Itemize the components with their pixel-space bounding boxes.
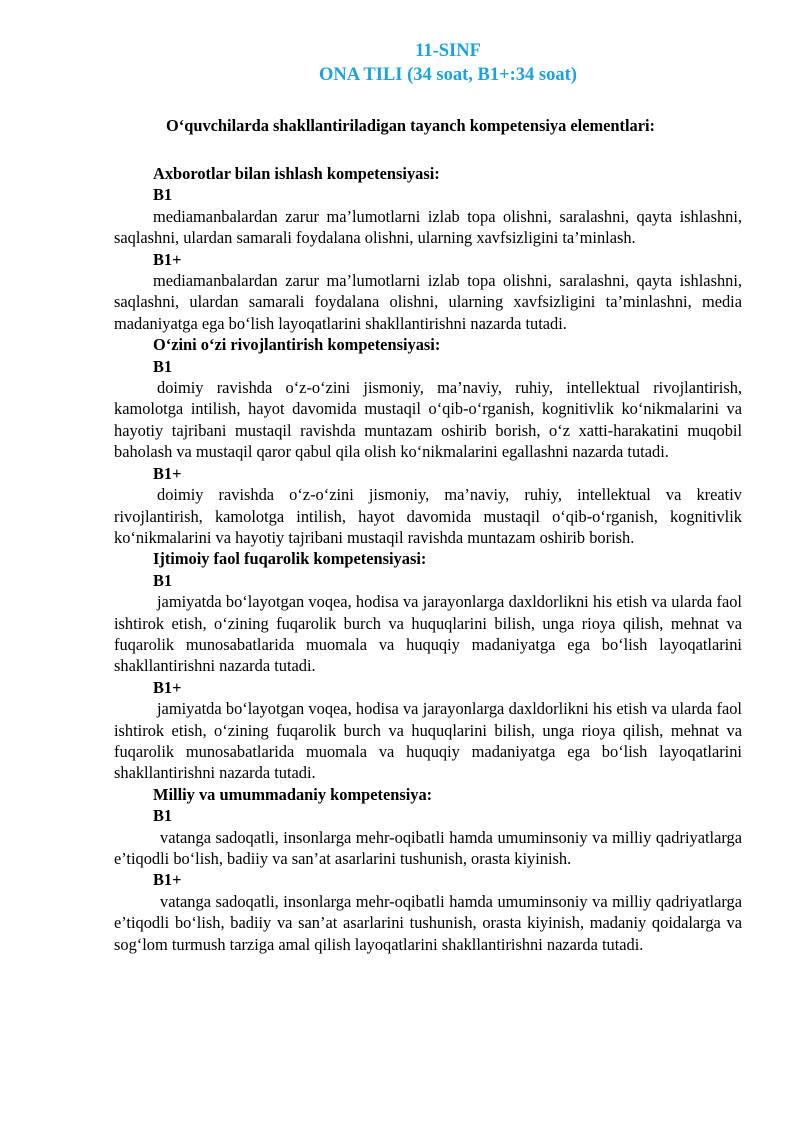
level-label: B1+ — [153, 463, 182, 483]
level-label: B1+ — [153, 249, 182, 269]
competency-subtitle: O‘quvchilarda shakllantiriladigan tayanch kompetensiya elementlari: — [166, 116, 656, 135]
level-text: mediamanbalardan zarur ma’lumotlarni izlab topa olishni, saralashni, qayta ishlashni, saqlashni, ulardan samarali foydalana olishni, ularning xavfsizligini ta’minlash. — [114, 206, 742, 248]
grade-title: 11-SINF — [415, 41, 481, 61]
level-text: doimiy ravishda o‘z-o‘zini jismoniy, ma’naviy, ruhiy, intellektual rivojlantirish, kamolotga intilish, hayot davomida mustaqil o‘qib-o‘rganish, kognitivlik ko‘nikmalarini va hayotiy tajribani mustaqil ravishda muntazam oshirib borish, o‘z xatti-harakatini muqobil baholash va mustaqil qaror qabul qila olish ko‘nikmalarini egallashni nazarda tutadi. — [114, 378, 742, 462]
level-text: jamiyatda bo‘layotgan voqea, hodisa va jarayonlarga daxldorlikni his etish va ularda faol ishtirok etish, o‘zining fuqarolik burch va huquqlarini bilish, unga rioya qilish, mehnat va fuqarolik munosabatlarida muomala va huquqiy madaniyatga ega bo‘lish layoqatlarini shakllantirishni nazarda tutadi. — [114, 699, 742, 783]
level-label: B1+ — [153, 870, 182, 890]
level-label: B1 — [153, 806, 173, 826]
level-label: B1 — [153, 356, 173, 376]
level-label: B1 — [153, 185, 173, 205]
level-text: jamiyatda bo‘layotgan voqea, hodisa va jarayonlarga daxldorlikni his etish va ularda faol ishtirok etish, o‘zining fuqarolik burch va huquqlarini bilish, unga rioya qilish, mehnat va fuqarolik munosabatlarida muomala va huquqiy madaniyatga ega bo‘lish layoqatlarini shakllantirishni nazarda tutadi. — [114, 592, 742, 676]
subject-title: ONA TILI (34 soat, B1+:34 soat) — [319, 65, 577, 85]
section-title-self-development: O‘zini o‘zi rivojlantirish kompetensiyasi: — [153, 335, 441, 355]
level-text: vatanga sadoqatli, insonlarga mehr-oqibatli hamda umuminsoniy va milliy qadriyatlarga e’tiqodli bo‘lish, badiiy va san’at asarlarini tushunish, orasta kiyinish, madaniy qoidalarga va sog‘lom turmush tarziga amal qilish layoqatlarini shakllantirishni nazarda tutadi. — [114, 891, 742, 954]
level-text: vatanga sadoqatli, insonlarga mehr-oqibatli hamda umuminsoniy va milliy qadriyatlarga e’tiqodli bo‘lish, badiiy va san’at asarlarini tushunish, orasta kiyinish. — [114, 827, 742, 868]
level-text: mediamanbalardan zarur ma’lumotlarni izlab topa olishni, saralashni, qayta ishlashni, saqlashni, ulardan samarali foydalana olishni, ularning xavfsizligini ta’minlashni, media madaniyatga ega bo‘lish layoqatlarini shakllantirishni nazarda tutadi. — [114, 271, 742, 333]
section-title-information: Axborotlar bilan ishlash kompetensiyasi: — [153, 164, 440, 183]
level-label: B1 — [153, 570, 173, 590]
section-title-civic: Ijtimoiy faol fuqarolik kompetensiyasi: — [153, 549, 427, 569]
level-text: doimiy ravishda o‘z-o‘zini jismoniy, ma’naviy, ruhiy, intellektual va kreativ rivojlantirish, kamolotga intilish, hayot davomida mustaqil o‘qib-o‘rganish, kognitivlik ko‘nikmalarini va hayotiy tajribani mustaqil ravishda muntazam oshirib borish. — [114, 485, 742, 547]
section-title-cultural: Milliy va umummadaniy kompetensiya: — [153, 784, 433, 804]
level-label: B1+ — [153, 677, 182, 697]
competency-list — [114, 158, 742, 955]
